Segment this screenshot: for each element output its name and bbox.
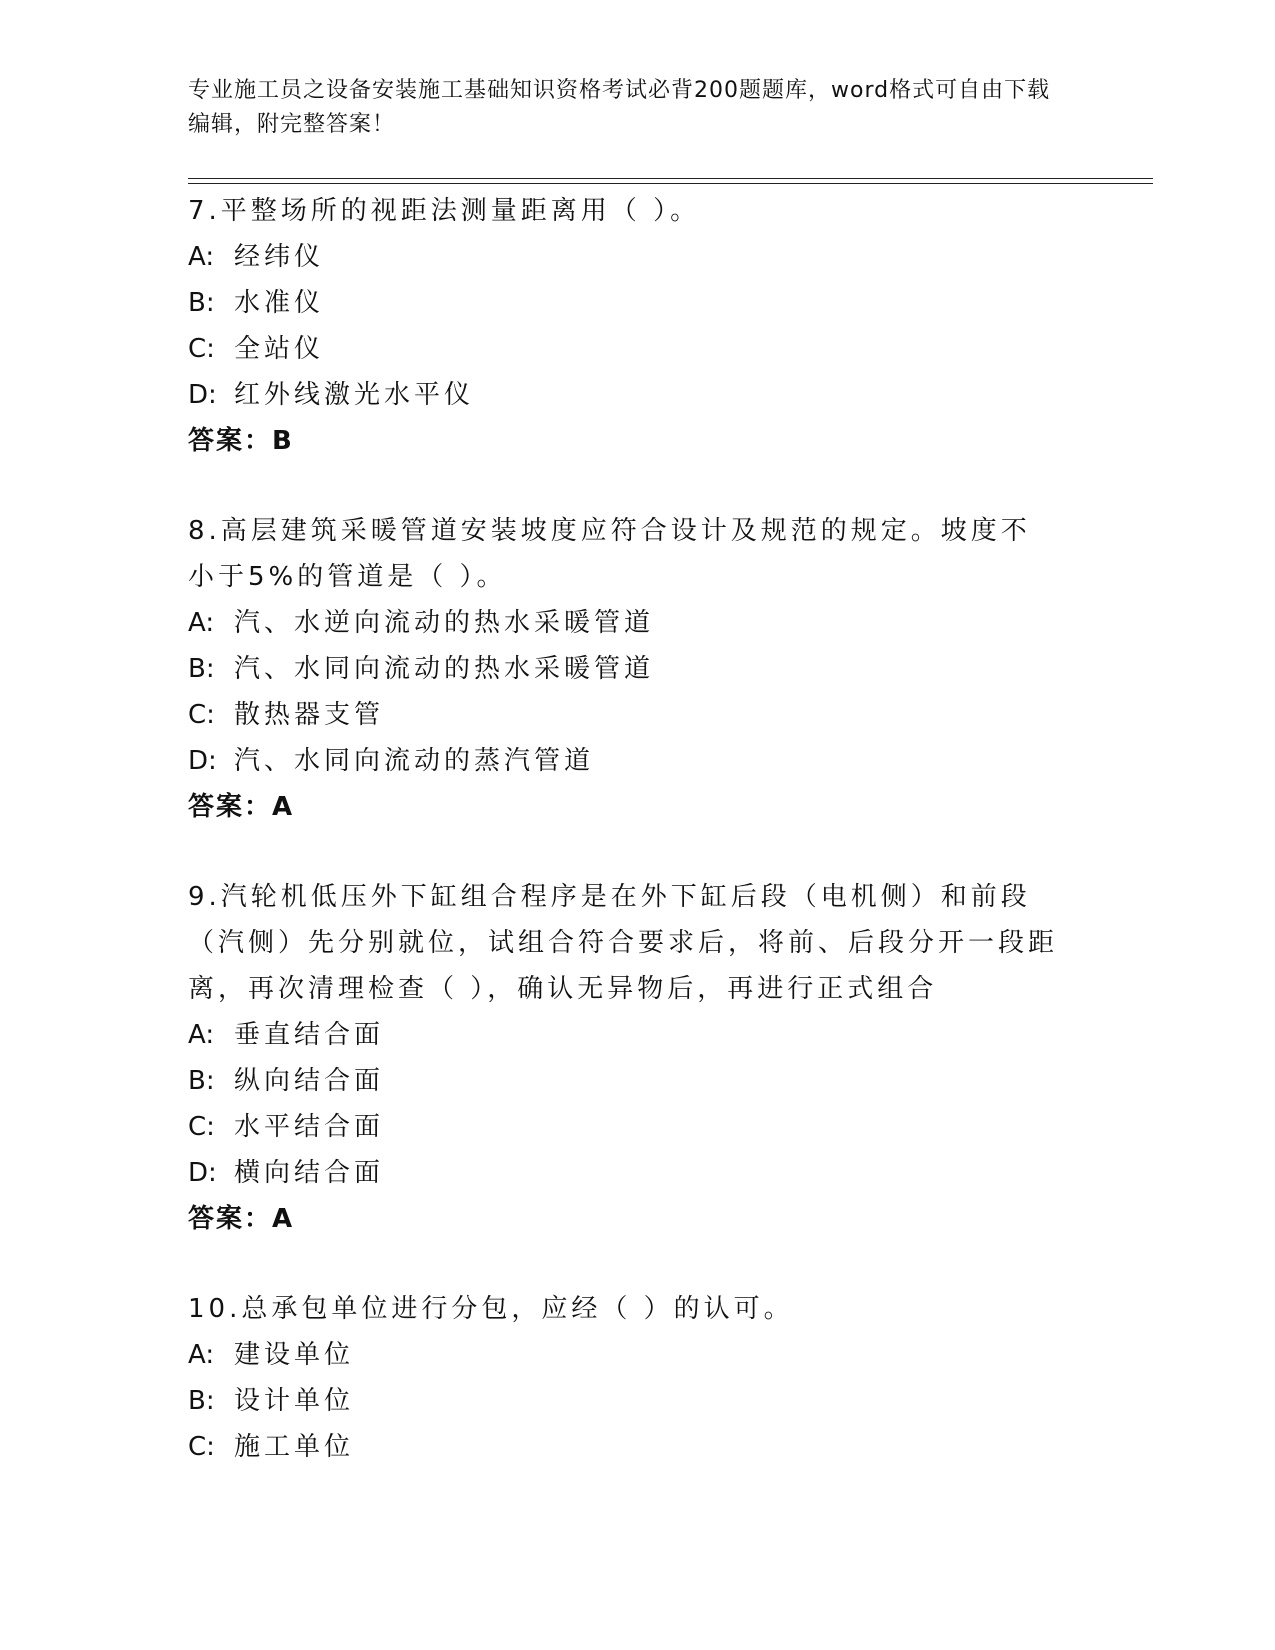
option-b: [188, 1378, 1058, 1424]
option-letter: B:: [188, 1066, 215, 1096]
option-b: [188, 280, 1058, 326]
option-c: [188, 1104, 1058, 1150]
document-header: 专业施工员之设备安装施工基础知识资格考试必背200题题库，word格式可自由下载编辑，附完整答案！: [188, 78, 1051, 137]
question-7: [188, 188, 1058, 464]
option-text: 施工单位: [234, 1432, 355, 1462]
option-c: [188, 692, 1058, 738]
option-a: [188, 600, 1058, 646]
option-b: [188, 646, 1058, 692]
option-text: 横向结合面: [234, 1158, 385, 1188]
option-text: 建设单位: [234, 1340, 355, 1370]
option-text: 汽、水同向流动的热水采暖管道: [234, 654, 655, 684]
option-text: 全站仪: [234, 334, 325, 364]
question-8: [188, 508, 1058, 830]
option-letter: A:: [188, 1020, 215, 1050]
option-letter: D:: [188, 380, 217, 410]
option-d: [188, 372, 1058, 418]
answer-value: A: [272, 792, 293, 822]
option-letter: B:: [188, 288, 215, 318]
question-text: 10.总承包单位进行分包，应经（ ）的认可。: [188, 1294, 794, 1324]
option-a: [188, 234, 1058, 280]
option-letter: A:: [188, 1340, 215, 1370]
answer-value: A: [272, 1204, 293, 1234]
option-text: 水平结合面: [234, 1112, 385, 1142]
option-letter: B:: [188, 654, 215, 684]
answer-label: 答案：: [188, 792, 273, 822]
answer-label: 答案：: [188, 426, 273, 456]
option-letter: C:: [188, 334, 215, 364]
answer-line: [188, 418, 1058, 464]
header-rule-top: [188, 178, 1153, 179]
option-letter: C:: [188, 1432, 215, 1462]
option-text: 垂直结合面: [234, 1020, 385, 1050]
option-letter: C:: [188, 700, 215, 730]
option-d: [188, 1150, 1058, 1196]
option-letter: A:: [188, 608, 215, 638]
option-text: 散热器支管: [234, 700, 385, 730]
option-b: [188, 1058, 1058, 1104]
question-text: 7.平整场所的视距法测量距离用（ ）。: [188, 196, 701, 226]
option-d: [188, 738, 1058, 784]
question-text: 9.汽轮机低压外下缸组合程序是在外下缸后段（电机侧）和前段（汽侧）先分别就位，试组合符合要求后，将前、后段分开一段距离，再次清理检查（ ），确认无异物后，再进行正式组合: [188, 882, 1059, 1004]
option-text: 纵向结合面: [234, 1066, 385, 1096]
option-a: [188, 1332, 1058, 1378]
option-letter: A:: [188, 242, 215, 272]
option-c: [188, 326, 1058, 372]
option-text: 汽、水同向流动的蒸汽管道: [234, 746, 595, 776]
option-letter: B:: [188, 1386, 215, 1416]
answer-line: [188, 1196, 1058, 1242]
option-a: [188, 1012, 1058, 1058]
option-letter: D:: [188, 746, 217, 776]
option-c: [188, 1424, 1058, 1470]
option-letter: C:: [188, 1112, 215, 1142]
answer-label: 答案：: [188, 1204, 273, 1234]
question-text: 8.高层建筑采暖管道安装坡度应符合设计及规范的规定。坡度不小于5%的管道是（ ）。: [188, 516, 1031, 592]
answer-line: [188, 784, 1058, 830]
question-9: [188, 874, 1058, 1242]
option-text: 经纬仪: [234, 242, 325, 272]
option-text: 红外线激光水平仪: [234, 380, 475, 410]
answer-value: B: [272, 426, 292, 456]
question-10: [188, 1286, 1058, 1470]
option-text: 水准仪: [234, 288, 325, 318]
header-rule-bottom: [188, 183, 1153, 184]
option-text: 汽、水逆向流动的热水采暖管道: [234, 608, 655, 638]
option-text: 设计单位: [234, 1386, 355, 1416]
option-letter: D:: [188, 1158, 217, 1188]
